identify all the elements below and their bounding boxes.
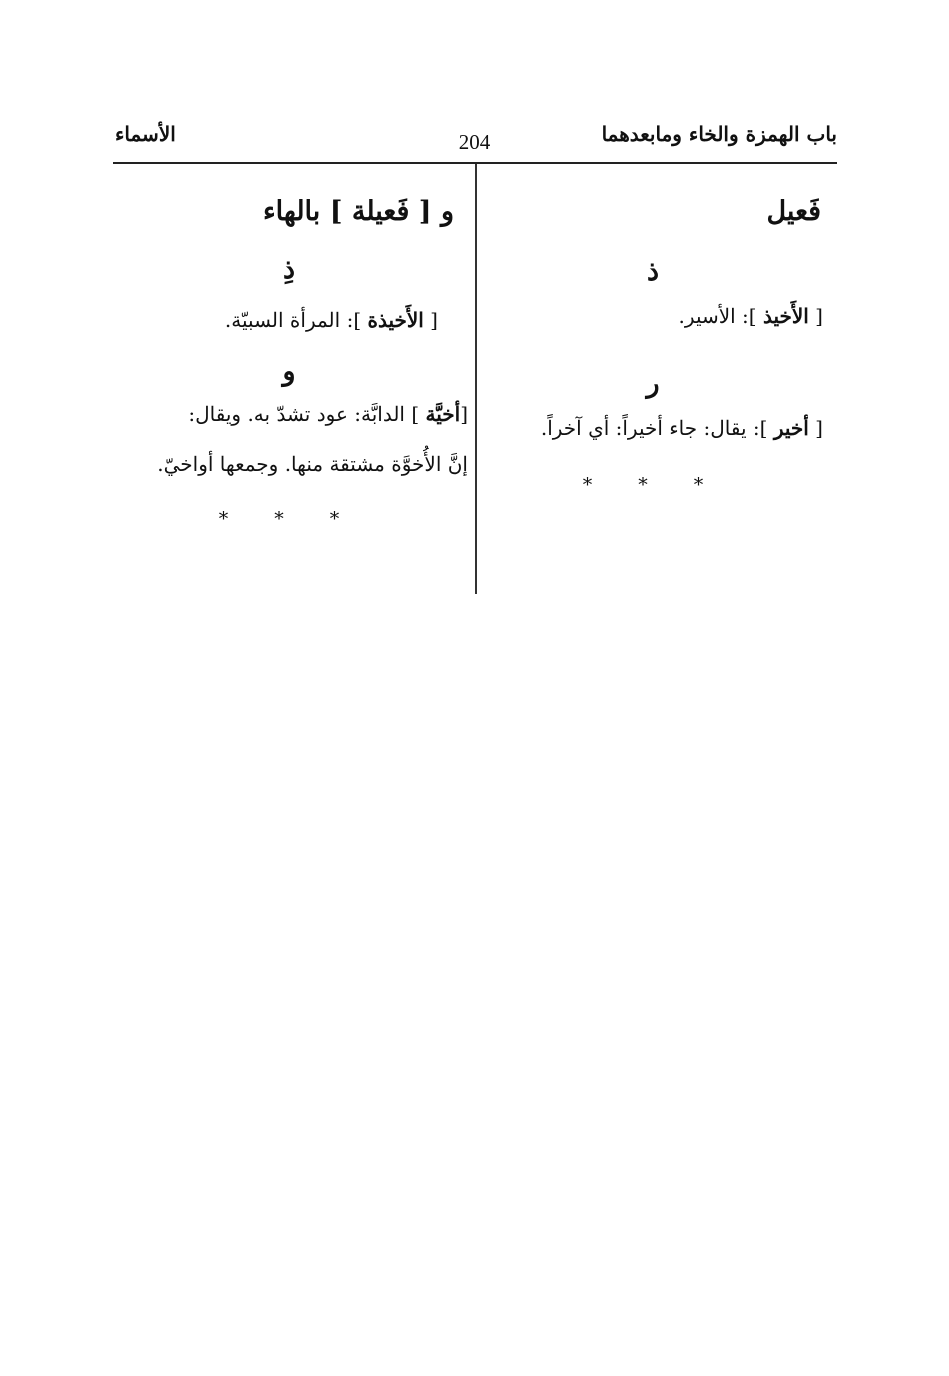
entry-akhir: [ أخير ]: يقال: جاء أخيراً: أي آخراً.	[540, 416, 823, 440]
left-column	[110, 190, 468, 534]
root-letter-waw: و	[282, 356, 296, 387]
section-separator: * * *	[218, 508, 360, 530]
root-letter-dhal: ذ	[646, 256, 660, 287]
entry-term: أخيَّة	[425, 402, 461, 426]
pattern-title: و [ فَعيلة ] بالهاء	[262, 196, 454, 227]
entry-term: الأَخيذ	[762, 304, 809, 328]
entry-al-akhidh: [ الأَخيذ ]: الأسير.	[678, 304, 823, 328]
column-divider	[475, 164, 477, 594]
entry-term: أخير	[773, 416, 809, 440]
section-separator: * * *	[582, 474, 724, 496]
root-letter-dhal: ذِ	[282, 254, 296, 285]
page-number: 204	[458, 130, 491, 154]
entry-al-akhidha: [ الأَخيذة ]: المرأة السبيّة.	[224, 308, 438, 332]
entry-akhiyya-line2: إنَّ الأُخوَّة مشتقة منها. وجمعها أواخيّ.	[157, 452, 468, 476]
chapter-header: باب الهمزة والخاء ومابعدهما	[601, 122, 837, 146]
section-header: الأسماء	[115, 122, 176, 146]
pattern-title: فَعيل	[766, 196, 821, 227]
right-column	[483, 190, 823, 500]
root-letter-ra: ر	[646, 368, 660, 399]
entry-term: الأَخيذة	[367, 308, 424, 332]
pattern-term: فَعيلة	[351, 196, 410, 227]
entry-akhiyya-line1: [أخيَّة ] الدابَّة: عود تشدّ به. ويقال:	[188, 402, 468, 426]
